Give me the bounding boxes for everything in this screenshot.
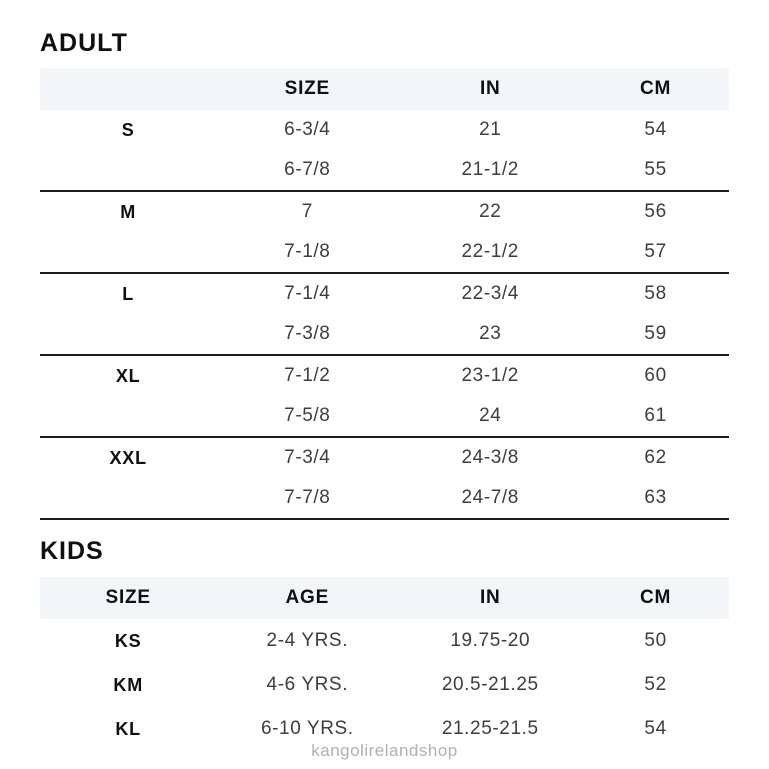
value-cell: 61 <box>644 405 667 426</box>
table-row <box>40 356 729 396</box>
kids-header-cell-AGE: AGE <box>285 587 330 608</box>
size-label-cell: KM <box>113 674 143 695</box>
size-label-cell: KS <box>114 630 142 651</box>
value-cell: 6-10 YRS. <box>260 718 354 739</box>
table-row <box>40 478 729 518</box>
kids-header-cell-IN: IN <box>479 587 501 608</box>
table-row <box>40 619 729 663</box>
adult-header-cell-IN: IN <box>479 78 501 99</box>
kids-table-body <box>40 619 729 751</box>
value-cell: 22-1/2 <box>461 241 519 262</box>
value-cell: 60 <box>644 365 667 386</box>
table-row <box>40 192 729 232</box>
kids-table-header-row <box>40 577 729 619</box>
table-row <box>40 274 729 314</box>
value-cell: 57 <box>644 241 667 262</box>
watermark-text: kangolirelandshop <box>311 741 458 760</box>
table-row <box>40 150 729 190</box>
size-label-cell: M <box>120 201 137 222</box>
value-cell: 21 <box>479 119 502 140</box>
size-label-cell: XXL <box>109 447 147 468</box>
value-cell: 7-1/8 <box>284 241 331 262</box>
value-cell: 50 <box>644 630 667 651</box>
value-cell: 56 <box>644 201 667 222</box>
size-chart-content <box>40 0 729 751</box>
value-cell: 54 <box>644 718 667 739</box>
value-cell: 52 <box>644 674 667 695</box>
value-cell: 21-1/2 <box>461 159 519 180</box>
value-cell: 55 <box>644 159 667 180</box>
value-cell: 23-1/2 <box>461 365 519 386</box>
value-cell: 7-5/8 <box>284 405 331 426</box>
value-cell: 7 <box>301 201 313 222</box>
adult-size-group-l <box>40 274 729 356</box>
value-cell: 54 <box>644 119 667 140</box>
size-label-cell: XL <box>115 365 141 386</box>
value-cell: 22 <box>479 201 502 222</box>
value-cell: 24-3/8 <box>461 447 519 468</box>
size-label-cell: L <box>122 283 135 304</box>
adult-size-group-m <box>40 192 729 274</box>
adult-size-table <box>40 68 729 520</box>
adult-header-cell-SIZE: SIZE <box>284 78 331 99</box>
value-cell: 21.25-21.5 <box>441 718 539 739</box>
value-cell: 24-7/8 <box>461 487 519 508</box>
value-cell: 23 <box>479 323 502 344</box>
adult-size-group-xl <box>40 356 729 438</box>
value-cell: 7-1/4 <box>284 283 331 304</box>
value-cell: 20.5-21.25 <box>441 674 539 695</box>
table-row <box>40 438 729 478</box>
value-cell: 7-7/8 <box>284 487 331 508</box>
table-row <box>40 396 729 436</box>
adult-size-group-xxl <box>40 438 729 520</box>
value-cell: 7-1/2 <box>284 365 331 386</box>
adult-section-title: ADULT <box>40 29 128 57</box>
value-cell: 63 <box>644 487 667 508</box>
adult-table-body <box>40 110 729 520</box>
kids-header-cell-SIZE: SIZE <box>105 587 151 608</box>
value-cell: 58 <box>644 283 667 304</box>
adult-size-group-s <box>40 110 729 192</box>
value-cell: 6-3/4 <box>284 119 331 140</box>
table-row <box>40 232 729 272</box>
value-cell: 19.75-20 <box>450 630 531 651</box>
value-cell: 62 <box>644 447 667 468</box>
size-label-cell: S <box>121 119 135 140</box>
table-row <box>40 314 729 354</box>
value-cell: 7-3/8 <box>284 323 331 344</box>
table-row <box>40 663 729 707</box>
value-cell: 22-3/4 <box>461 283 519 304</box>
value-cell: 7-3/4 <box>284 447 331 468</box>
adult-header-cell-CM: CM <box>640 78 672 99</box>
table-row <box>40 110 729 150</box>
size-label-cell: KL <box>115 718 141 739</box>
kids-section-title: KIDS <box>40 537 104 565</box>
value-cell: 6-7/8 <box>284 159 331 180</box>
adult-table-header-row <box>40 68 729 110</box>
value-cell: 4-6 YRS. <box>266 674 349 695</box>
kids-header-cell-CM: CM <box>640 587 672 608</box>
value-cell: 24 <box>479 405 502 426</box>
kids-size-table <box>40 577 729 751</box>
value-cell: 59 <box>644 323 667 344</box>
value-cell: 2-4 YRS. <box>266 630 349 651</box>
